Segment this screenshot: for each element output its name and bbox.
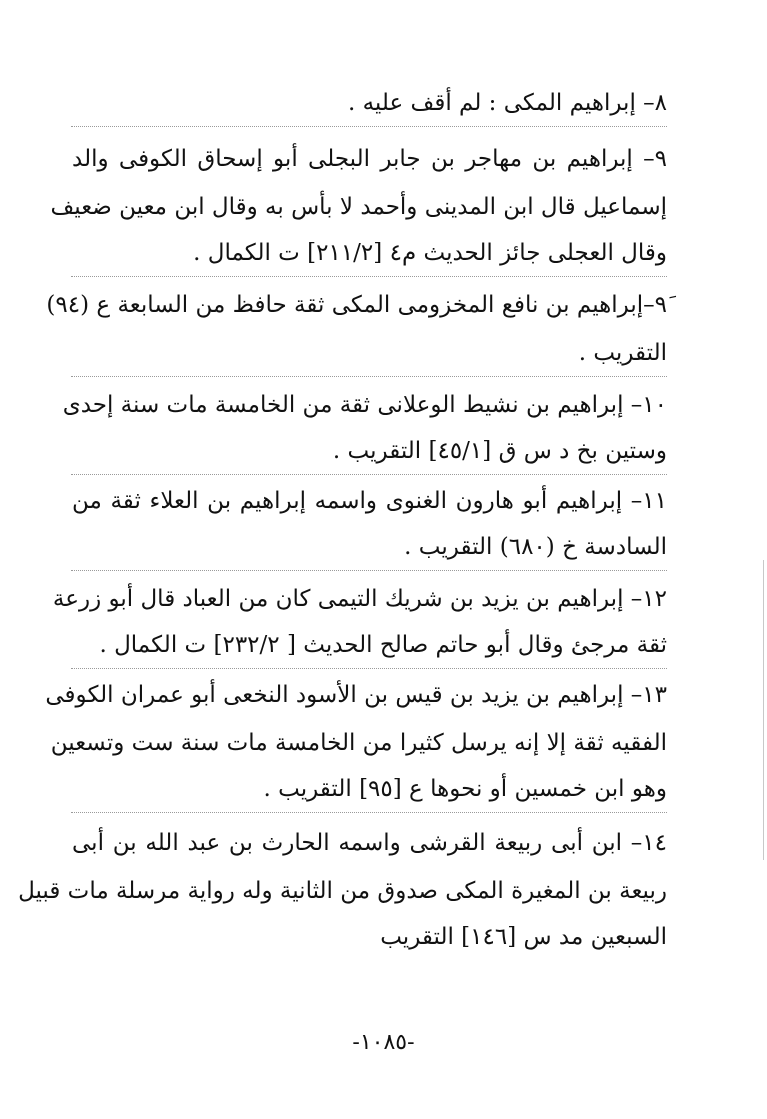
entry-13-line-2: الفقيه ثقة إلا إنه يرسل كثيرا من الخامسة مات سنة ست وتسعين <box>50 730 667 756</box>
entry-14-line-1: ١٤– ابن أبى ربيعة القرشى واسمه الحارث بن عبد الله بن أبى <box>72 830 667 856</box>
entry-14-line-3: السبعين مد س [١٤٦] التقريب <box>380 924 667 950</box>
entry-12-line-1: ١٢– إبراهيم بن يزيد بن شريك التيمى كان من العباد قال أبو زرعة <box>52 586 667 612</box>
entry-10-line-1: ١٠– إبراهيم بن نشيط الوعلانى ثقة من الخامسة مات سنة إحدى <box>62 392 667 418</box>
entry-divider <box>71 474 667 475</box>
entry-11-line-2: السادسة خ (٦٨٠) التقريب . <box>404 534 667 560</box>
entry-9-line-1: ٩– إبراهيم بن مهاجر بن جابر البجلى أبو إسحاق الكوفى والد <box>72 146 667 172</box>
entry-9b-line-1: ٩َ–إبراهيم بن نافع المخزومى المكى ثقة حافظ من السابعة ع (٩٤) <box>46 292 667 318</box>
entry-divider <box>71 668 667 669</box>
entry-divider <box>71 126 667 127</box>
entry-divider <box>71 376 667 377</box>
scan-edge-mark <box>763 560 764 860</box>
entry-9b-line-2: التقريب . <box>578 340 667 366</box>
entry-12-line-2: ثقة مرجئ وقال أبو حاتم صالح الحديث [ ٢٣٢/٢] ت الكمال . <box>99 632 667 658</box>
entry-13-line-1: ١٣– إبراهيم بن يزيد بن قيس بن الأسود النخعى أبو عمران الكوفى <box>45 682 667 708</box>
entry-13-line-3: وهو ابن خمسين أو نحوها ع [٩٥] التقريب . <box>263 776 667 802</box>
entry-divider <box>71 812 667 813</box>
entry-8-line-1: ٨– إبراهيم المكى : لم أقف عليه . <box>347 90 667 116</box>
entry-9-line-3: وقال العجلى جائز الحديث م٤ [٢١١/٢] ت الكمال . <box>193 240 667 266</box>
entry-11-line-1: ١١– إبراهيم أبو هارون الغنوى واسمه إبراهيم بن العلاء ثقة من <box>72 488 667 514</box>
entry-divider <box>71 570 667 571</box>
entry-14-line-2: ربيعة بن المغيرة المكى صدوق من الثانية وله رواية مرسلة مات قبيل <box>18 878 667 904</box>
entry-divider <box>71 276 667 277</box>
page-number: -١٠٨٥- <box>352 1030 415 1055</box>
entry-9-line-2: إسماعيل قال ابن المدينى وأحمد لا بأس به وقال ابن معين ضعيف <box>50 194 667 220</box>
entry-10-line-2: وستين بخ د س ق [٤٥/١] التقريب . <box>332 438 667 464</box>
